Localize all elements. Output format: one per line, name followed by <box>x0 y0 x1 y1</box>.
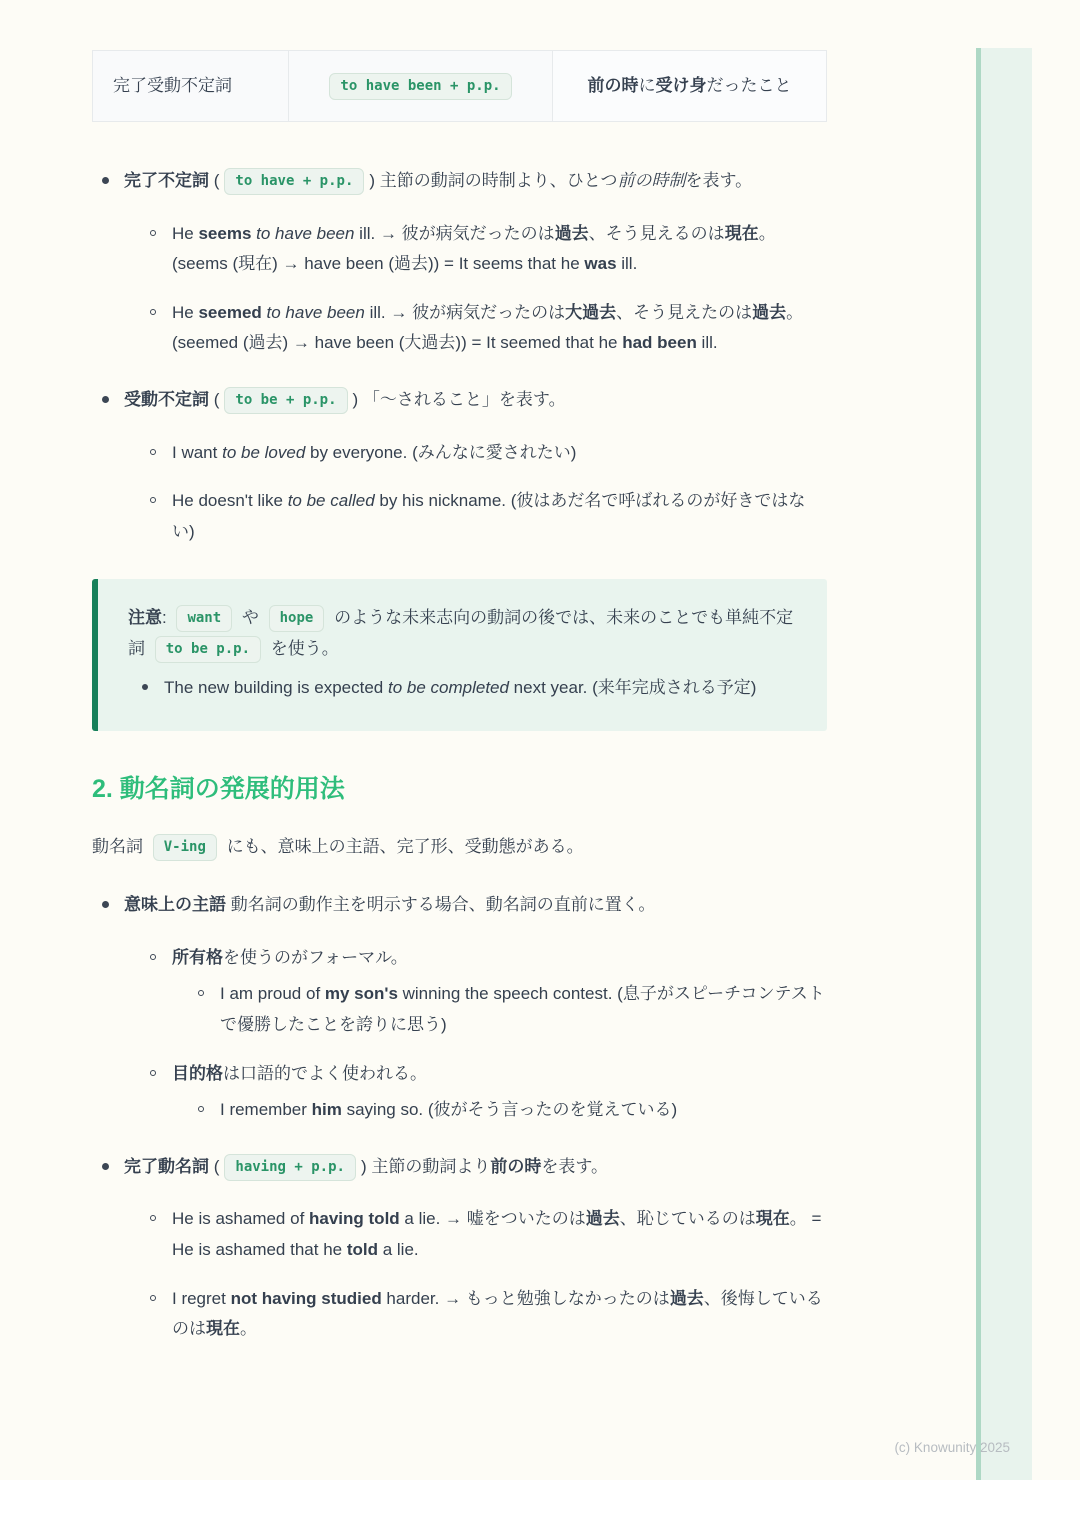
bullet-dot-icon <box>102 166 124 359</box>
text-run: は口語的でよく使われる。 <box>223 1063 427 1083</box>
text-run: 完了動名詞 <box>124 1156 209 1176</box>
bullet-text <box>124 890 827 921</box>
text-run: や <box>237 608 264 628</box>
bullet-circle-icon <box>150 486 172 547</box>
text-run: にも、意味上の主語、完了形、受動態がある。 <box>221 836 584 856</box>
bullet-circle-icon <box>150 1284 172 1345</box>
text-run: 動名詞の動作主を明示する場合、動名詞の直前に置く。 <box>226 895 656 915</box>
text-run: 注意 <box>128 608 162 628</box>
text-run: had been <box>622 333 697 353</box>
sub-item-objective <box>150 1059 827 1126</box>
text-run: He <box>172 302 199 322</box>
text-run: 所有格 <box>172 947 223 967</box>
text-run: 、後悔しているのは <box>172 1288 823 1339</box>
example-text <box>172 486 827 547</box>
text-run: ) 主節の動詞より <box>360 1156 491 1176</box>
text-run: 受動不定詞 <box>124 389 209 409</box>
bullet-circle-icon <box>150 943 172 1041</box>
text-run: next year. (来年完成される予定) <box>508 677 757 697</box>
text-run: He <box>172 223 199 243</box>
example-item <box>150 219 827 280</box>
code-chip: V-ing <box>153 834 217 861</box>
text-run: to be called <box>287 491 375 511</box>
text-run: 前の時 <box>587 75 639 95</box>
list-item-perfect-gerund <box>102 1152 827 1345</box>
text-run: by everyone. (みんなに愛されたい) <box>305 442 577 462</box>
text-run: 。(seemed (過去) → have been (大過去)) = It seemed that he <box>172 302 804 353</box>
example-list <box>150 1204 827 1344</box>
bullet-circle-icon <box>150 1204 172 1265</box>
table-meaning-text <box>588 71 792 102</box>
text-run: 現在 <box>755 1209 790 1229</box>
bullet-dot-icon <box>142 673 164 704</box>
bullet-circle-icon <box>150 1059 172 1126</box>
bullet-circle-icon <box>198 979 220 1040</box>
text-run: seems <box>198 223 252 243</box>
text-run: 過去 <box>752 302 787 322</box>
note-callout <box>92 579 827 731</box>
text-run: He doesn't like <box>172 491 288 511</box>
text-run: 目的格 <box>172 1063 223 1083</box>
example-list <box>198 1095 827 1126</box>
text-run: 前の時 <box>490 1156 542 1176</box>
text-run: 完了受動不定詞 <box>113 75 232 95</box>
text-run: winning the speech contest. (息子がスピーチコンテストで優勝したことを誇りに思う) <box>220 984 825 1034</box>
text-run: 過去 <box>585 1209 620 1229</box>
text-run: 前の時制 <box>617 171 686 190</box>
grammar-table-row <box>92 50 827 122</box>
infinitive-list <box>102 166 827 547</box>
bullet-dot-icon <box>102 1152 124 1345</box>
text-run: I am proud of <box>220 984 325 1004</box>
callout-example-text <box>164 673 799 704</box>
example-item <box>198 979 827 1040</box>
text-run: told <box>346 1239 378 1259</box>
example-item <box>198 1095 827 1126</box>
table-cell-term <box>93 51 288 121</box>
bullet-dot-icon <box>102 385 124 547</box>
code-chip: to be + p.p. <box>224 387 347 414</box>
text-run: に <box>638 75 656 95</box>
code-chip: having + p.p. <box>224 1154 356 1181</box>
example-item <box>150 438 827 469</box>
text-run: I want <box>172 442 223 462</box>
text-run: 大過去 <box>565 302 617 322</box>
text-run: だったこと <box>706 75 792 95</box>
table-cell-meaning <box>552 51 826 121</box>
example-list <box>198 979 827 1040</box>
example-list <box>150 219 827 359</box>
text-run: を表す。 <box>685 171 753 190</box>
text-run: by his nickname. (彼はあだ名で呼ばれるのが好きではない) <box>172 491 806 541</box>
text-run: 過去 <box>554 223 589 243</box>
example-text <box>220 1095 827 1126</box>
text-run: ill. <box>616 254 638 274</box>
text-run: 完了不定詞 <box>124 171 209 190</box>
table-form-text <box>324 71 516 102</box>
content-column <box>92 50 827 1345</box>
text-run: was <box>584 254 617 274</box>
text-run: saying so. (彼がそう言ったのを覚えている) <box>341 1100 678 1120</box>
text-run: I regret <box>172 1288 231 1308</box>
text-run: 過去 <box>669 1288 704 1308</box>
callout-example-list <box>142 673 799 704</box>
bullet-text <box>124 166 827 197</box>
text-run: I remember <box>220 1100 312 1120</box>
text-run: 、そう見えるのは <box>588 223 725 243</box>
text-run: 受け身 <box>655 75 707 95</box>
text-run: 、そう見えたのは <box>616 302 753 322</box>
text-run: to be loved <box>222 442 306 462</box>
bullet-circle-icon <box>198 1095 220 1126</box>
copyright-watermark: (c) Knowunity 2025 <box>894 1440 1010 1455</box>
text-run: 現在 <box>724 223 759 243</box>
bullet-circle-icon <box>150 438 172 469</box>
bullet-dot-icon <box>102 890 124 1126</box>
text-run: seemed <box>198 302 262 322</box>
text-run: 。 = He is ashamed that he <box>172 1209 822 1259</box>
text-run: my son's <box>324 984 398 1004</box>
sub-text <box>172 1059 827 1090</box>
gerund-list <box>102 890 827 1345</box>
text-run: 、恥じているのは <box>619 1209 756 1229</box>
table-cell-form <box>288 51 552 121</box>
text-run: ill. → 彼が病気だったのは <box>364 302 566 322</box>
list-item-passive-infinitive <box>102 385 827 547</box>
text-run: ( <box>209 389 220 409</box>
example-list <box>150 438 827 548</box>
example-item <box>150 1204 827 1265</box>
text-run: : <box>162 608 172 628</box>
text-run: He is ashamed of <box>172 1209 310 1229</box>
text-run: 現在 <box>206 1319 240 1339</box>
section-intro <box>92 832 827 863</box>
text-run: 意味上の主語 <box>124 895 226 915</box>
example-text <box>172 219 827 280</box>
text-run: ) 主節の動詞の時制より、ひとつ <box>369 171 618 190</box>
text-run: を表す。 <box>541 1156 608 1176</box>
text-run: a lie. <box>377 1239 419 1259</box>
text-run: The new building is expected <box>164 677 388 697</box>
text-run: を使う。 <box>266 638 339 658</box>
text-run: ill. <box>696 333 718 353</box>
text-run: のような未来志向の動詞の後では、未来のことでも単純不定詞 <box>128 608 794 658</box>
example-item <box>150 486 827 547</box>
code-chip: want <box>176 605 232 632</box>
sub-list <box>150 943 827 1126</box>
section-heading: 2. 動名詞の発展的用法 <box>92 775 345 804</box>
list-item-semantic-subject <box>102 890 827 1126</box>
text-run: to have been <box>266 302 365 322</box>
bullet-text <box>124 385 827 416</box>
bullet-circle-icon <box>150 298 172 359</box>
text-run: to have been <box>256 223 355 243</box>
sub-text <box>172 943 827 974</box>
text-run: ( <box>209 1156 220 1176</box>
text-run: ill. → 彼が病気だったのは <box>354 223 555 243</box>
example-text <box>172 1284 827 1345</box>
example-item <box>150 298 827 359</box>
text-run: ( <box>209 171 220 190</box>
example-item <box>150 1284 827 1345</box>
text-run: ) 「〜されること」を表す。 <box>352 389 566 409</box>
right-accent-strip <box>976 48 1032 1480</box>
bullet-text <box>124 1152 827 1183</box>
example-text <box>172 298 827 359</box>
text-run: him <box>311 1100 342 1120</box>
code-chip: to be p.p. <box>155 636 261 663</box>
example-text <box>172 438 827 469</box>
text-run: 動名詞 <box>92 836 148 856</box>
text-run: 。(seems (現在) → have been (過去)) = It seems that he <box>172 223 776 274</box>
example-text <box>220 979 827 1040</box>
text-run: a lie. → 嘘をついたのは <box>399 1209 586 1229</box>
callout-text <box>128 603 799 664</box>
text-run: を使うのがフォーマル。 <box>223 947 408 967</box>
text-run: 。 <box>240 1319 257 1339</box>
text-run: to be completed <box>387 677 509 697</box>
list-item-perfect-infinitive <box>102 166 827 359</box>
example-text <box>172 1204 827 1265</box>
code-chip: hope <box>269 605 325 632</box>
text-run: having told <box>309 1209 400 1229</box>
code-chip: to have been + p.p. <box>329 73 511 100</box>
text-run: harder. → もっと勉強しなかったのは <box>381 1288 670 1308</box>
bullet-circle-icon <box>150 219 172 280</box>
text-run: not having studied <box>230 1288 382 1308</box>
code-chip: to have + p.p. <box>224 168 364 195</box>
callout-example-item <box>142 673 799 704</box>
sub-item-possessive <box>150 943 827 1041</box>
table-term-text <box>113 71 232 102</box>
